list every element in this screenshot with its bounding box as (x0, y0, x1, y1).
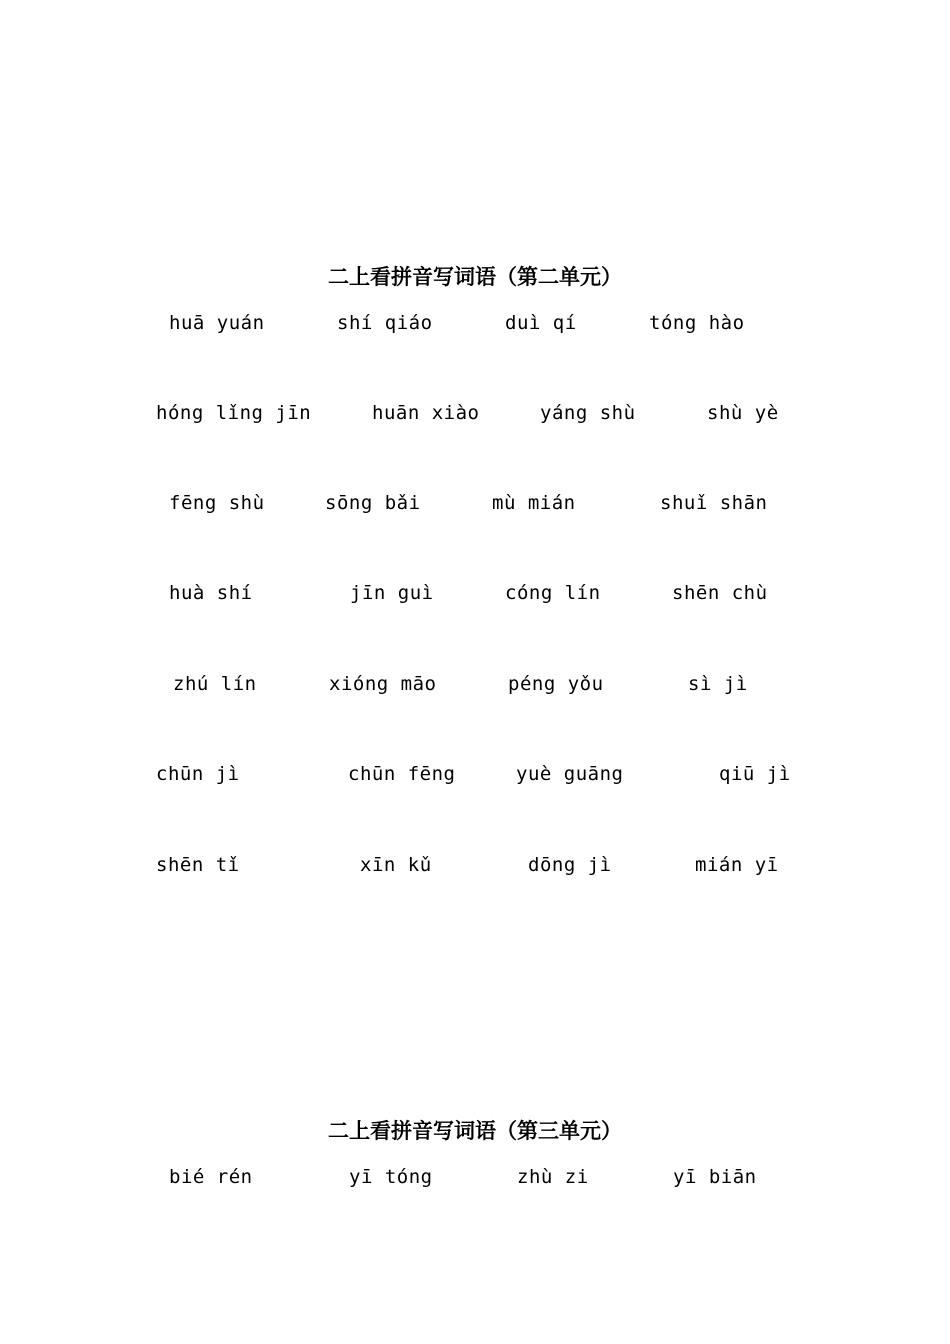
pinyin-word: mù mián (492, 492, 576, 514)
pinyin-word: yī tóng (349, 1166, 433, 1188)
pinyin-word: huān xiào (372, 402, 480, 424)
pinyin-word: qiū jì (719, 763, 791, 785)
pinyin-word: fēng shù (169, 492, 265, 514)
pinyin-word: zhú lín (173, 673, 257, 695)
pinyin-word: hóng lǐng jīn (156, 402, 312, 424)
pinyin-word: huā yuán (169, 312, 265, 334)
pinyin-word: sōng bǎi (325, 492, 421, 514)
pinyin-word: shí qiáo (337, 312, 433, 334)
pinyin-word: xióng māo (329, 673, 437, 695)
section-title-unit-3: 二上看拼音写词语（第三单元） (328, 1119, 622, 1143)
pinyin-word: shēn tǐ (156, 854, 240, 876)
pinyin-word: yáng shù (540, 402, 636, 424)
section-title-unit-2: 二上看拼音写词语（第二单元） (328, 265, 622, 289)
pinyin-word: dōng jì (528, 854, 612, 876)
pinyin-word: duì qí (505, 312, 577, 334)
pinyin-word: chūn jì (156, 763, 240, 785)
pinyin-word: shuǐ shān (660, 492, 768, 514)
pinyin-word: yī biān (673, 1166, 757, 1188)
pinyin-word: sì jì (688, 673, 748, 695)
pinyin-word: zhù zi (517, 1166, 589, 1188)
pinyin-word: yuè guāng (516, 763, 624, 785)
pinyin-word: jīn guì (350, 582, 434, 604)
pinyin-word: shēn chù (672, 582, 768, 604)
pinyin-word: tóng hào (649, 312, 745, 334)
pinyin-word: mián yī (695, 854, 779, 876)
pinyin-word: xīn kǔ (360, 854, 432, 876)
pinyin-word: huà shí (169, 582, 253, 604)
pinyin-word: cóng lín (505, 582, 601, 604)
pinyin-word: bié rén (169, 1166, 253, 1188)
pinyin-word: chūn fēng (348, 763, 456, 785)
pinyin-word: shù yè (707, 402, 779, 424)
pinyin-word: péng yǒu (508, 673, 604, 695)
